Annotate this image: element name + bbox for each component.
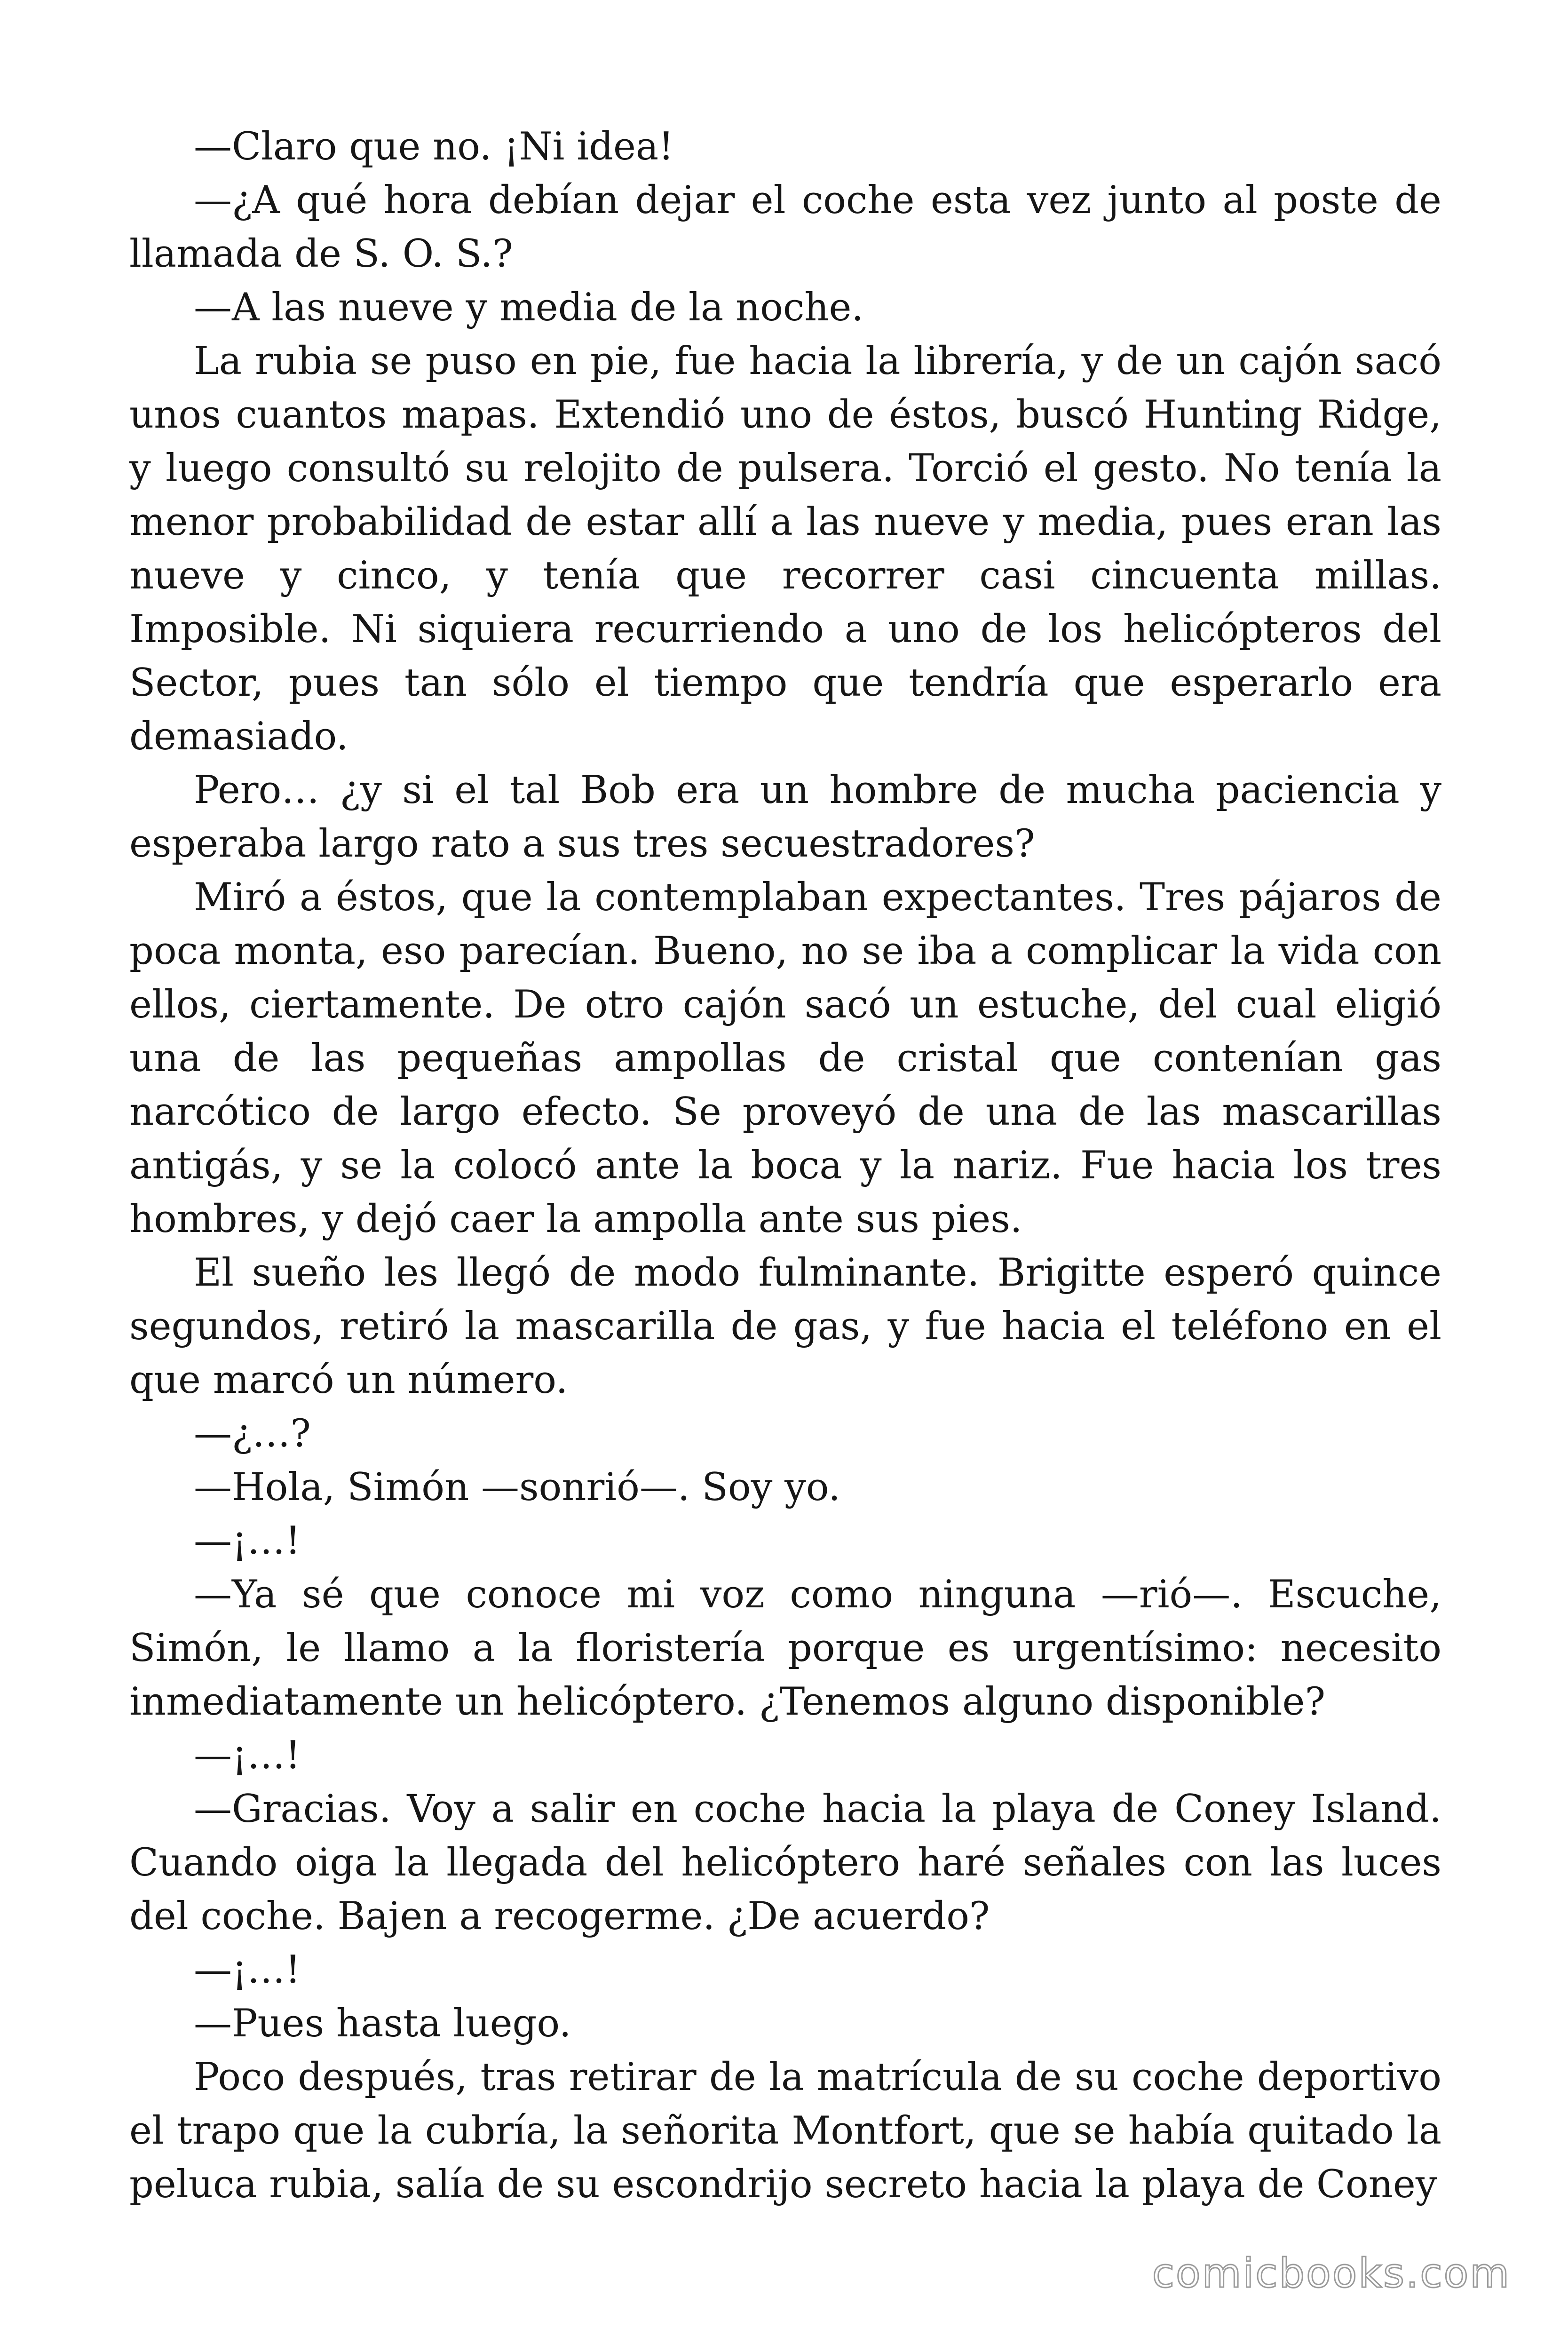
paragraph: Miró a éstos, que la contemplaban expectantes. Tres pájaros de poca monta, eso parecían. Bueno, no se iba a complicar la vida con ellos, ciertamente. De otro cajón sacó un estuche, del cual eligió una de las pequeñas ampollas de cristal que contenían gas narcótico de largo efecto. Se proveyó de una de las mascarillas antigás, y se la colocó ante la boca y la nariz. Fue hacia los tres hombres, y dejó caer la ampolla ante sus pies. (129, 875, 1441, 1241)
paragraph: —¡…! (194, 1519, 301, 1563)
paragraph: —Hola, Simón —sonrió—. Soy yo. (194, 1465, 840, 1510)
paragraph: —Gracias. Voy a salir en coche hacia la playa de Coney Island. Cuando oiga la llegada del helicóptero haré señales con las luces del coche. Bajen a recogerme. ¿De acuerdo? (129, 1787, 1441, 1939)
paragraph: —¡…! (194, 1948, 301, 1992)
paragraph: —Claro que no. ¡Ni idea! (194, 125, 674, 169)
page-body (129, 120, 1441, 2211)
paragraph: La rubia se puso en pie, fue hacia la librería, y de un cajón sacó unos cuantos mapas. Extendió uno de éstos, buscó Hunting Ridge, y luego consultó su relojito de pulsera. Torció el gesto. No tenía la menor probabilidad de estar allí a las nueve y media, pues eran las nueve y cinco, y tenía que recorrer casi cincuenta millas. Imposible. Ni siquiera recurriendo a uno de los helicópteros del Sector, pues tan sólo el tiempo que tendría que esperarlo era demasiado. (129, 339, 1441, 759)
paragraph: —¿…? (194, 1412, 311, 1456)
paragraph: —¡…! (194, 1733, 301, 1778)
paragraph: —Ya sé que conoce mi voz como ninguna —rió—. Escuche, Simón, le llamo a la floristería porque es urgentísimo: necesito inmediatamente un helicóptero. ¿Tenemos alguno disponible? (129, 1573, 1441, 1724)
paragraph: El sueño les llegó de modo fulminante. Brigitte esperó quince segundos, retiró la mascarilla de gas, y fue hacia el teléfono en el que marcó un número. (129, 1251, 1441, 1402)
paragraph: —Pues hasta luego. (194, 2002, 571, 2046)
paragraph: Pero… ¿y si el tal Bob era un hombre de mucha paciencia y esperaba largo rato a sus tres secuestradores? (129, 768, 1441, 866)
paragraph: —¿A qué hora debían dejar el coche esta vez junto al poste de llamada de S. O. S.? (129, 178, 1441, 276)
paragraph: —A las nueve y media de la noche. (194, 286, 864, 330)
watermark: comicbooks.com (1152, 2250, 1511, 2297)
paragraph: Poco después, tras retirar de la matrícula de su coche deportivo el trapo que la cubría, la señorita Montfort, que se había quitado la peluca rubia, salía de su escondrijo secreto hacia la playa de Coney (129, 2055, 1441, 2207)
